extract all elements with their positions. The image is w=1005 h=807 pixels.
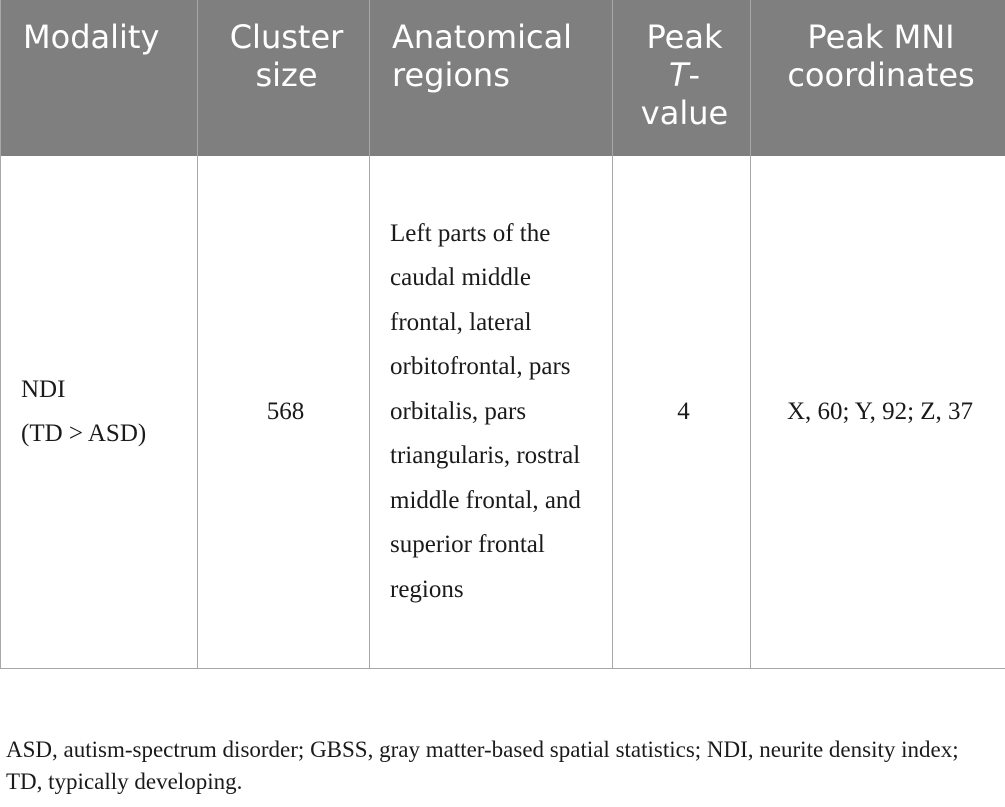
- header-peak-t-dash: -: [688, 56, 701, 94]
- header-peak-t-line2: [635, 56, 734, 94]
- cell-cluster-size: 568: [198, 156, 370, 668]
- header-modality: [1, 0, 198, 156]
- table-row: [1, 156, 1005, 668]
- cell-modality: [1, 156, 198, 668]
- cell-peak-mni-coordinates: X, 60; Y, 92; Z, 37: [751, 156, 1005, 668]
- cell-modality-line1: NDI: [21, 375, 66, 403]
- header-peak-t-letter: T: [668, 56, 689, 94]
- header-mni-line2: coordinates: [787, 56, 975, 94]
- cell-peak-t-value: 4: [613, 156, 751, 668]
- header-modality-label: Modality: [23, 18, 160, 56]
- header-cluster-size-line1: Cluster: [229, 18, 344, 56]
- table-footnote: ASD, autism-spectrum disorder; GBSS, gray matter-based spatial statistics; NDI, neurite density index; TD, typically developing.: [6, 737, 959, 794]
- header-regions-line2: regions: [392, 56, 510, 94]
- header-cluster-size-line2: size: [255, 56, 318, 94]
- header-cluster-size: [198, 0, 370, 156]
- header-regions-line1: Anatomical: [392, 18, 573, 56]
- header-peak-t-value: [613, 0, 751, 156]
- header-peak-t-line3: value: [640, 94, 729, 132]
- cell-anatomical-regions: Left parts of the caudal middle frontal, lateral orbitofrontal, pars orbitalis, pars triangularis, rostral middle frontal, and superior frontal regions: [370, 156, 613, 668]
- header-anatomical-regions: [370, 0, 613, 156]
- header-peak-mni-coordinates: [751, 0, 1005, 156]
- cell-modality-line2: (TD > ASD): [21, 419, 147, 447]
- header-peak-t-line1: Peak: [646, 18, 723, 56]
- header-row: [1, 0, 1005, 156]
- header-mni-line1: Peak MNI: [807, 18, 955, 56]
